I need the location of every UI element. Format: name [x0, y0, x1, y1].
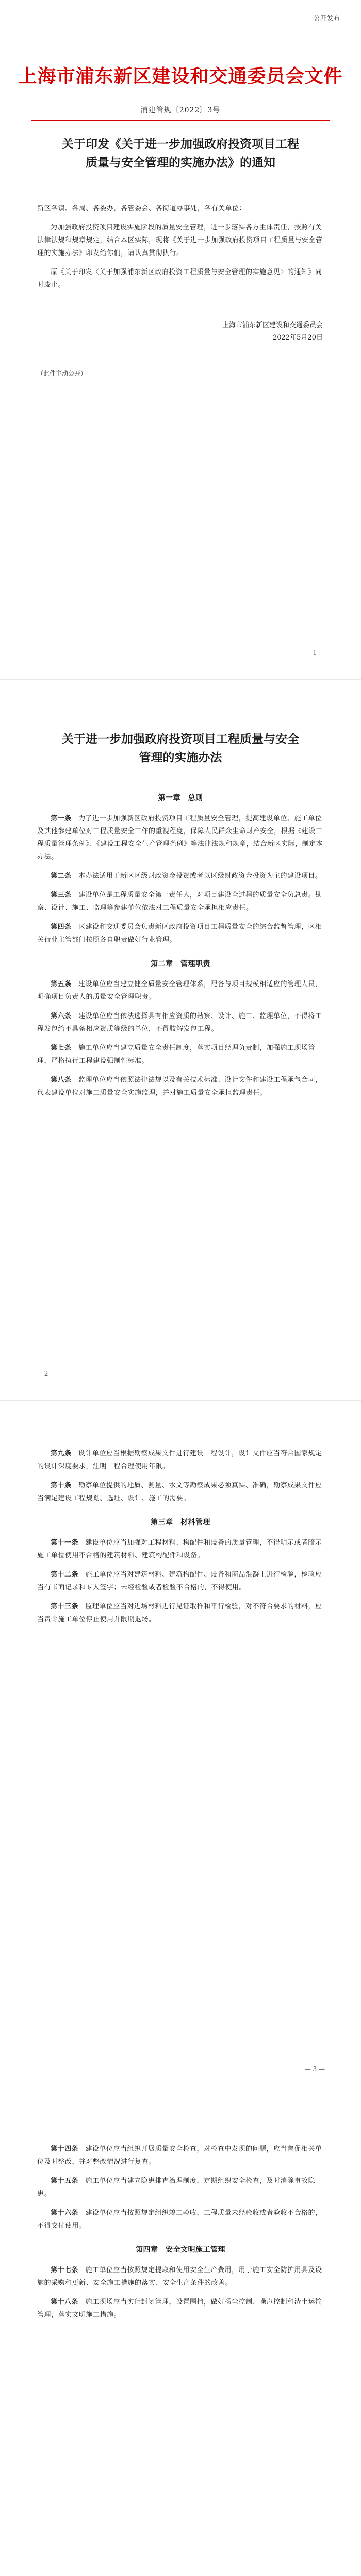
page-number: — 1 — [304, 649, 325, 656]
public-release-tag: 公开发布 [313, 14, 340, 22]
disclosure-note: （此件主动公开） [37, 370, 87, 377]
article [37, 889, 324, 914]
article [37, 978, 324, 1004]
article-label: 第十三条 [51, 1603, 79, 1611]
article-text: 建设单位应当加强对工程材料、构配件和设备的质量管理，不得明示或者暗示施工单位使用不合格的建筑材料、建筑构配件和设备。 [37, 1539, 322, 1560]
article-text: 监理单位应当对进场材料进行见证取样和平行检验，对不符合要求的材料，应当责令施工单位停止使用并限期退场。 [37, 1603, 322, 1623]
article [37, 1447, 324, 1473]
body-paragraph: 原《关于印发〈关于加强浦东新区政府投资工程质量与安全管理的实施意见〉的通知》同时废止。 [37, 268, 322, 289]
article-label: 第十七条 [51, 2266, 79, 2274]
page-1 [0, 0, 361, 679]
page-number: — 2 — [36, 1370, 57, 1377]
page-3 [0, 1400, 361, 2096]
article [37, 2296, 324, 2321]
article [37, 2143, 324, 2168]
article-label: 第五条 [51, 980, 72, 988]
article-text: 建设单位应当建立健全质量安全管理体系，配备与项目规模相适应的管理人员，明确项目负责人的质量安全管理职责。 [37, 980, 322, 1001]
chapter-heading: 第三章 材料管理 [151, 1518, 210, 1527]
chapter-heading: 第二章 管理职责 [151, 960, 210, 968]
article-text: 设计单位应当根据勘察成果文件进行建设工程设计，设计文件应当符合国家规定的设计深度要求，注明工程合理使用年限。 [37, 1450, 322, 1470]
article-text: 勘察单位提供的地质、测量、水文等勘察成果必须真实、准确，勘察成果文件应当满足建设工程规划、选址、设计、施工的需要。 [37, 1482, 322, 1502]
red-divider [31, 120, 330, 121]
issuer-header: 上海市浦东新区建设和交通委员会文件 [18, 65, 343, 87]
article-label: 第九条 [51, 1450, 72, 1458]
article-text: 施工单位应当按照规定提取和使用安全生产费用，用于施工安全防护用具及设施的采购和更新、安全施工措施的落实、安全生产条件的改善。 [37, 2266, 322, 2287]
article-text: 施工单位应当建立隐患排查治理制度，定期组织安全检查，及时消除事故隐患。 [37, 2177, 316, 2198]
addressees: 新区各镇、各局、各委办，各管委会、各街道办事处，各有关单位： [37, 205, 247, 212]
article-label: 第七条 [51, 1044, 72, 1052]
article [37, 1568, 324, 1594]
body-paragraph: 为加强政府投资项目建设实施阶段的质量安全管理，进一步落实各方主体责任，按照有关法律法规和规章规定，结合本区实际，现将《关于进一步加强政府投资项目工程质量与安全管理的实施办法》印发给你们，请认真贯彻执行。 [37, 224, 323, 257]
article-text: 区建设和交通委员会负责新区政府投资项目工程质量安全的综合监督管理，区相关行业主管部门按照各自职责做好行业管理。 [37, 923, 322, 944]
article-label: 第三条 [51, 891, 72, 899]
signature-block [222, 319, 323, 344]
article [37, 1600, 324, 1626]
regulation-body [37, 1447, 324, 1632]
article [37, 1042, 324, 1067]
article-text: 建设单位应当按照规定组织竣工验收，工程质量未经验收或者验收不合格的，不得交付使用。 [37, 2209, 322, 2230]
article [37, 870, 324, 883]
article-label: 第十八条 [51, 2298, 79, 2306]
chapter-heading: 第一章 总则 [158, 794, 203, 802]
article-label: 第六条 [51, 1012, 72, 1020]
article-label: 第八条 [51, 1076, 72, 1084]
regulation-body [37, 2143, 324, 2328]
regulation-body [37, 781, 324, 1106]
article-label: 第十二条 [51, 1571, 79, 1579]
article-label: 第十五条 [51, 2177, 79, 2185]
article-label: 第二条 [51, 872, 72, 880]
article-label: 第十六条 [51, 2209, 79, 2217]
article [37, 921, 324, 946]
article-text: 施工现场应当实行封闭管理，设置围挡，做好扬尘控制、噪声控制和渣土运输管理，落实文明施工措施。 [37, 2298, 322, 2319]
article-label: 第四条 [51, 923, 72, 931]
page-number: — 3 — [304, 2065, 325, 2073]
article-label: 第十四条 [51, 2145, 79, 2153]
chapter-heading: 第四章 安全文明施工管理 [136, 2246, 225, 2254]
article-text: 建设单位应当依法选择具有相应资质的勘察、设计、施工、监理单位，不得将工程发包给不具备相应资质等级的单位，不得肢解发包工程。 [37, 1012, 322, 1033]
article-label: 第十条 [51, 1482, 72, 1489]
article-text: 建设单位是工程质量安全第一责任人，对项目建设全过程的质量安全负总责。勘察、设计、施工、监理等参建单位依法对工程质量安全承担相应责任。 [37, 891, 322, 912]
article [37, 2264, 324, 2290]
article [37, 812, 324, 863]
article [37, 1479, 324, 1505]
article [37, 1074, 324, 1099]
regulation-title: 关于进一步加强政府投资项目工程质量与安全管理的实施办法 [62, 732, 299, 765]
document-number: 浦建管规〔2022〕3号 [140, 106, 221, 114]
article [37, 1536, 324, 1562]
notice-title: 关于印发《关于进一步加强政府投资项目工程质量与安全管理的实施办法》的通知 [62, 137, 299, 170]
article-text: 为了进一步加强新区政府投资项目工程质量安全管理，提高建设单位、施工单位及其他参建单位对工程质量安全工作的重视程度，保障人民群众生命财产安全，根据《建设工程质量管理条例》、《建设工程安全生产管理条例》等法律法规和规章，结合新区实际，制定本办法。 [37, 815, 323, 861]
article-label: 第十一条 [51, 1539, 79, 1547]
article [37, 2175, 324, 2200]
signature-org: 上海市浦东新区建设和交通委员会 [222, 321, 323, 329]
page-2 [0, 679, 361, 1401]
article-text: 施工单位应当建立质量安全责任制度，落实项目经理负责制，加强施工现场管理，严格执行工程建设强制性标准。 [37, 1044, 316, 1065]
article-text: 施工单位应当对建筑材料、建筑构配件、设备和商品混凝土进行检验，检验应当有书面记录和专人签字；未经检验或者检验不合格的，不得使用。 [37, 1571, 322, 1591]
article-text: 建设单位应当组织开展质量安全检查，对检查中发现的问题，应当督促相关单位及时整改，并对整改情况进行复查。 [37, 2145, 322, 2166]
article-text: 监理单位应当依照法律法规以及有关技术标准、设计文件和建设工程承包合同，代表建设单位对施工质量安全实施监理，并对施工质量安全承担监理责任。 [37, 1076, 322, 1097]
article [37, 1010, 324, 1036]
article-label: 第一条 [51, 815, 72, 822]
article [37, 2207, 324, 2232]
article-text: 本办法适用于新区区级财政资金投资或者以区级财政资金投资为主的建设项目。 [78, 872, 322, 880]
signature-date: 2022年5月20日 [273, 334, 323, 342]
notice-body [37, 202, 324, 298]
page-4 [0, 2096, 361, 2576]
